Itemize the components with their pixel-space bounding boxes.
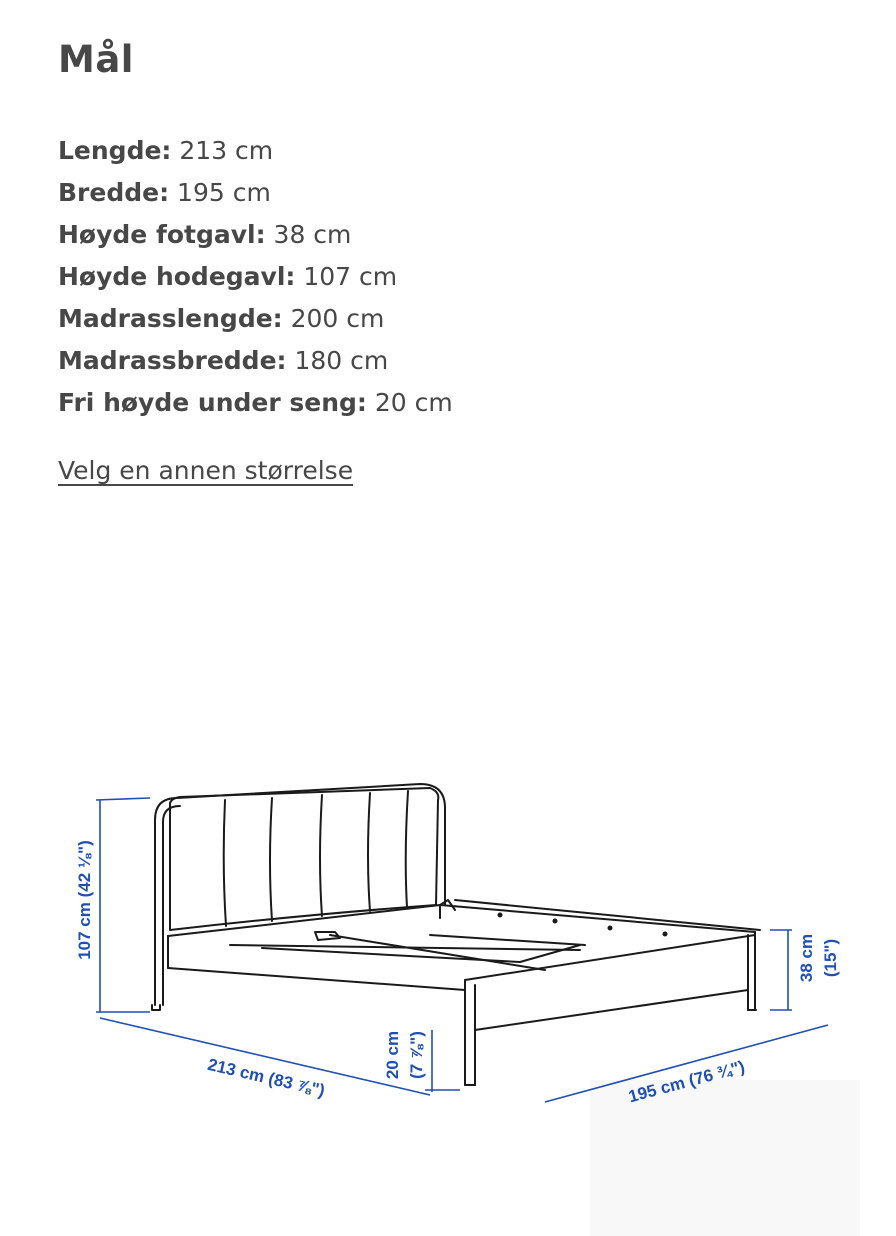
length-label: 213 cm (83 ⅞")	[205, 1054, 327, 1101]
spec-label: Høyde fotgavl:	[58, 220, 266, 249]
spec-row-length	[58, 130, 453, 172]
spec-label: Madrassbredde:	[58, 346, 287, 375]
spec-row-footboard-height	[58, 214, 453, 256]
dimension-lines	[96, 798, 828, 1102]
footboard-height-inch-label: (15")	[821, 938, 840, 978]
spec-row-width	[58, 172, 453, 214]
spec-label: Fri høyde under seng:	[58, 388, 367, 417]
headboard-height-label: 107 cm (42 ⅛")	[75, 840, 94, 960]
spec-label: Madrasslengde:	[58, 304, 283, 333]
footboard-height-label: 38 cm	[797, 933, 816, 983]
page-title: Mål	[58, 38, 134, 81]
spec-list	[58, 130, 453, 424]
spec-row-headboard-height	[58, 256, 453, 298]
spec-value: 195 cm	[177, 178, 271, 207]
spec-value: 38 cm	[273, 220, 352, 249]
change-size-link[interactable]: Velg en annen størrelse	[58, 456, 354, 485]
clearance-inch-label: (7 ⅞")	[407, 1031, 426, 1079]
spec-value: 20 cm	[374, 388, 453, 417]
bed-frame-illustration	[152, 784, 760, 1085]
width-label: 195 cm (76 ¾")	[626, 1057, 747, 1107]
spec-value: 213 cm	[179, 136, 274, 165]
bed-dimension-diagram	[56, 760, 856, 1236]
clearance-label: 20 cm	[383, 1030, 402, 1080]
spec-label: Lengde:	[58, 136, 172, 165]
spec-value: 180 cm	[294, 346, 389, 375]
spec-label: Bredde:	[58, 178, 170, 207]
spec-label: Høyde hodegavl:	[58, 262, 296, 291]
spec-value: 107 cm	[303, 262, 398, 291]
spec-row-clearance	[58, 382, 453, 424]
spec-row-mattress-length	[58, 298, 453, 340]
spec-value: 200 cm	[290, 304, 385, 333]
spec-row-mattress-width	[58, 340, 453, 382]
